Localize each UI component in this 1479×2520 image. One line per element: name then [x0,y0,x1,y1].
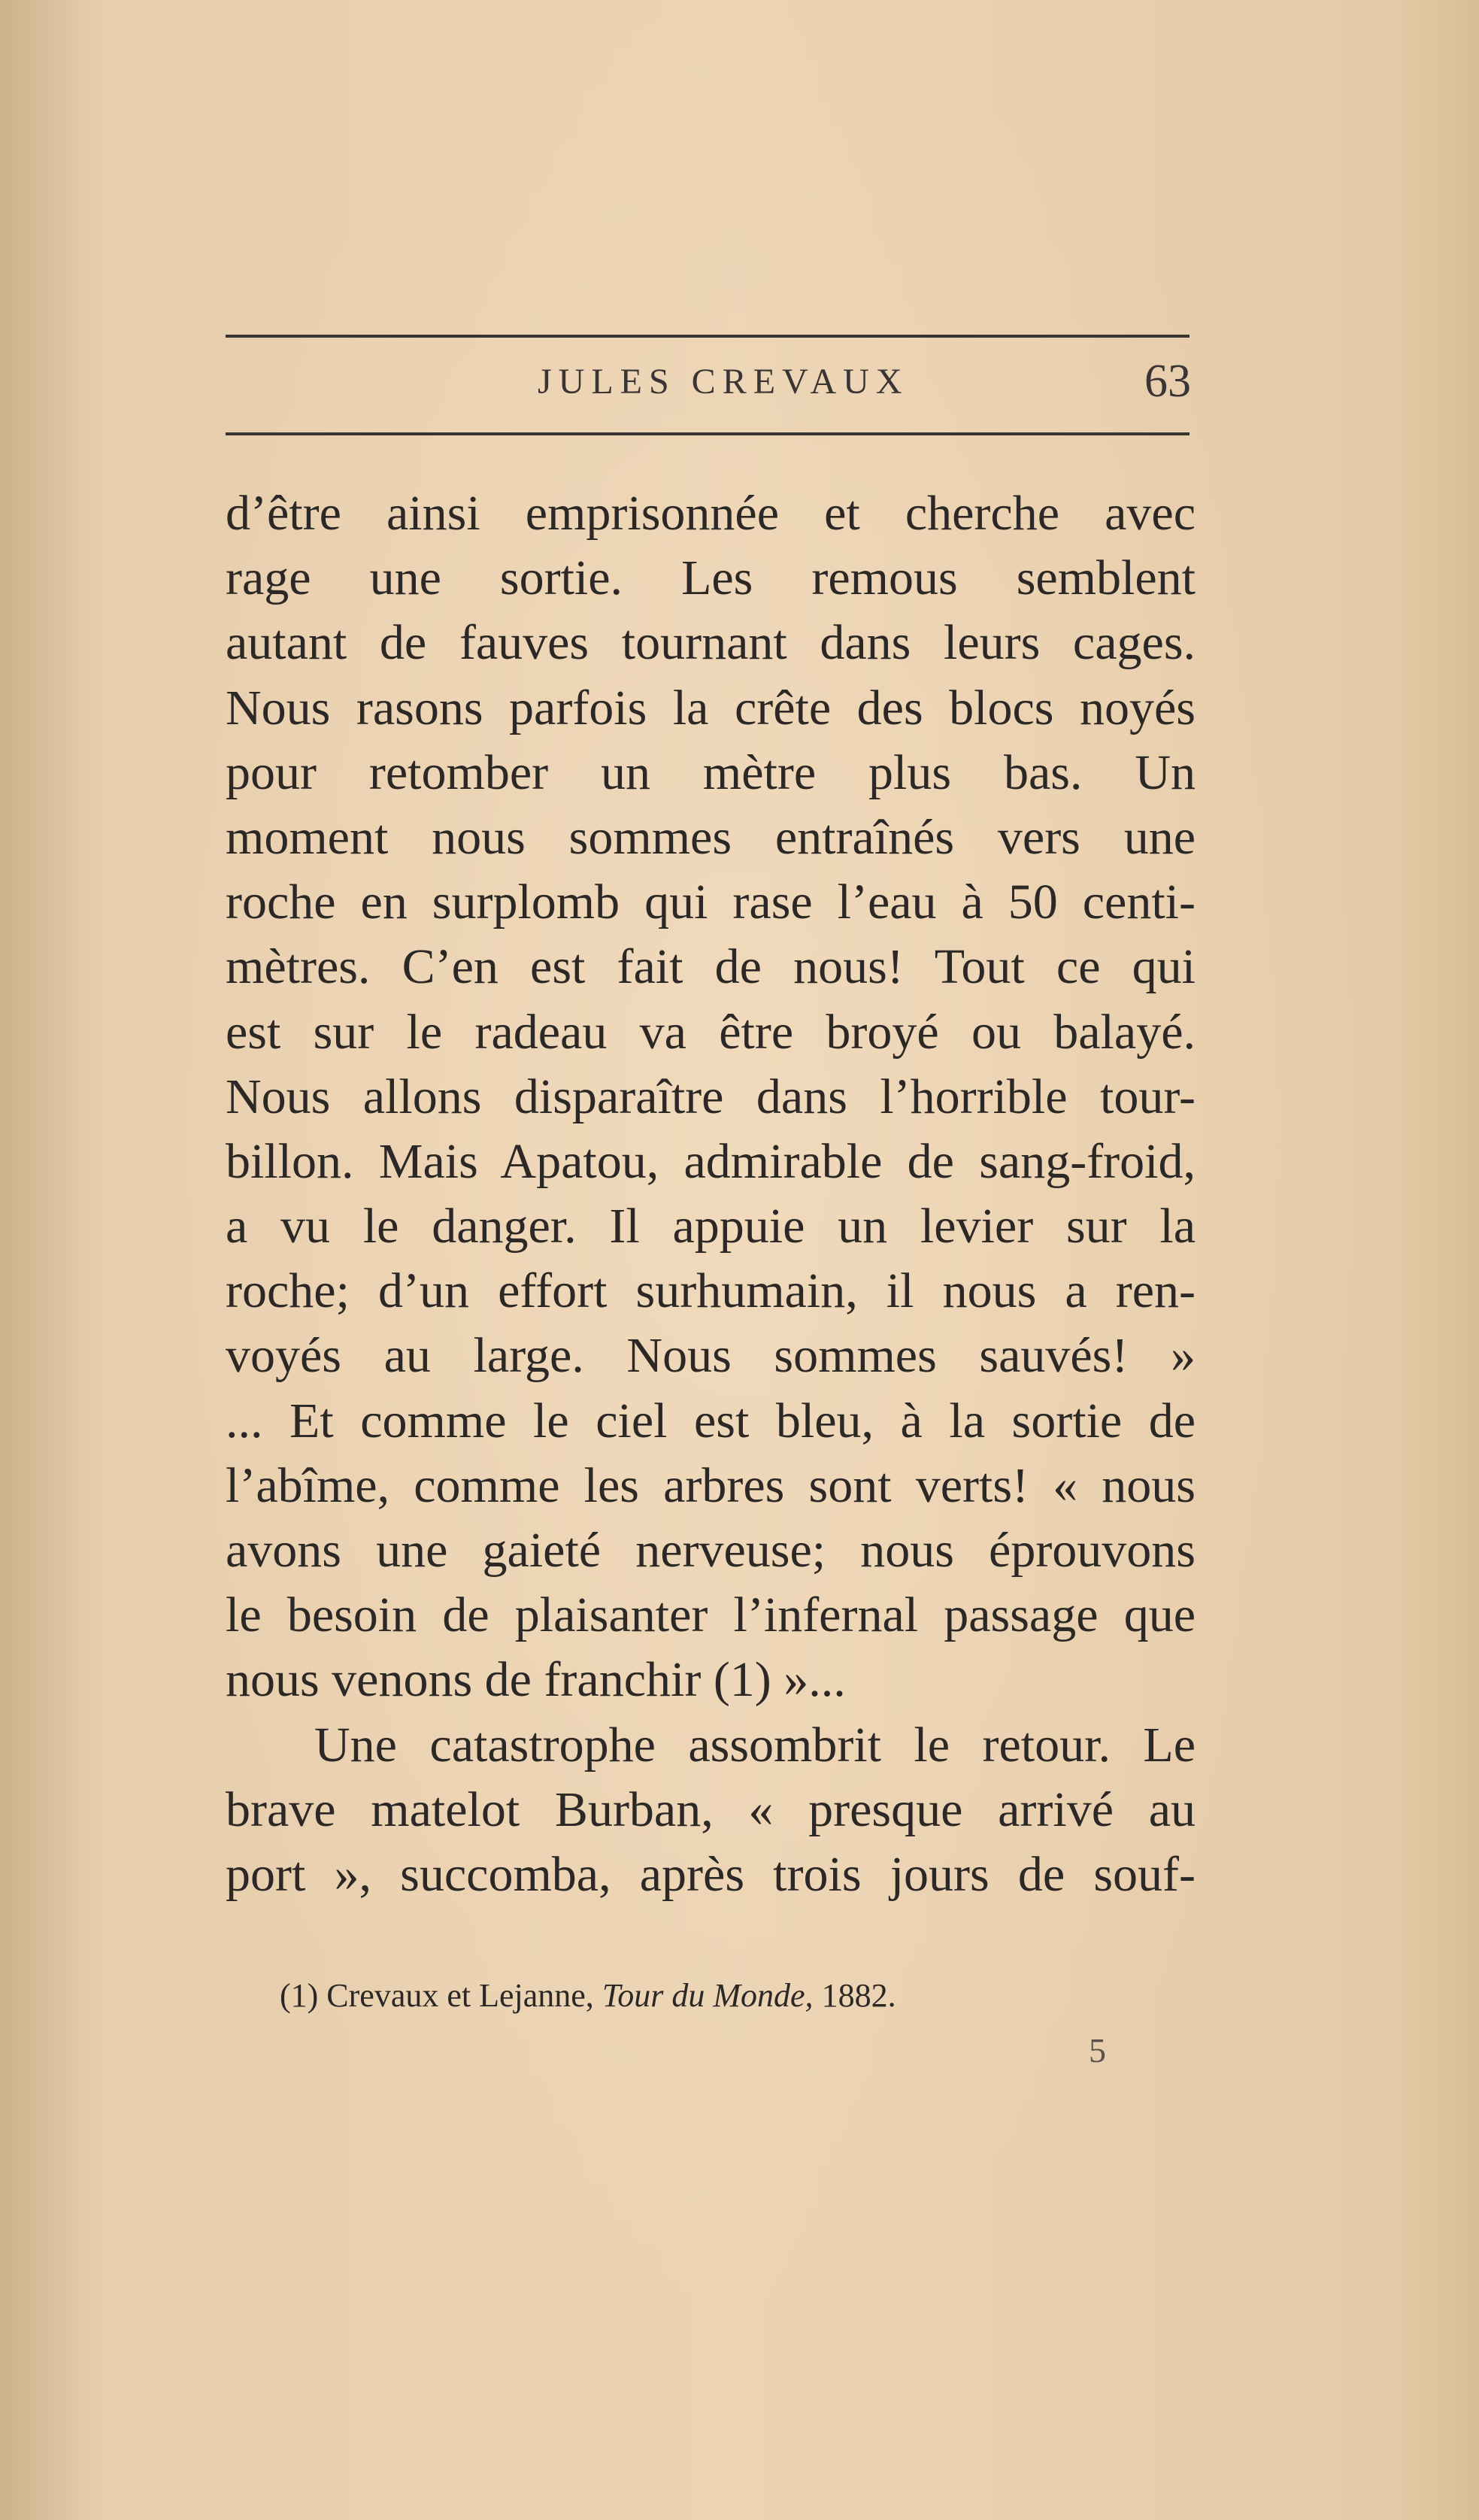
header-rule-bottom [226,432,1190,435]
text-line: nous venons de franchir (1) »... [226,1652,846,1708]
footnote-prefix: (1) Crevaux et Lejanne, [280,1977,594,2014]
body-text [226,481,1196,1907]
signature-mark: 5 [1089,2031,1106,2070]
text-line: billon. Mais Apatou, admirable de sang-froid, [226,1133,1196,1189]
page-number: 63 [1144,356,1191,407]
text-line: le besoin de plaisanter l’infernal passage que [226,1588,1196,1643]
text-line: a vu le danger. Il appuie un levier sur la [226,1199,1196,1254]
text-line: d’être ainsi emprisonnée et cherche avec [226,486,1196,541]
text-line: pour retomber un mètre plus bas. Un [226,744,1196,800]
footnote [280,1976,896,2015]
text-line: avons une gaieté nerveuse; nous éprouvons [226,1523,1196,1578]
paragraph-start-line: Une catastrophe assombrit le retour. Le [314,1717,1196,1772]
text-line: est sur le radeau va être broyé ou balayé. [226,1004,1196,1060]
text-line: autant de fauves tournant dans leurs cages. [226,615,1196,671]
footnote-work-title: Tour du Monde, [602,1977,814,2014]
text-line: mètres. C’en est fait de nous! Tout ce qui [226,939,1196,995]
text-line: port », succomba, après trois jours de souf- [226,1846,1196,1902]
running-head: JULES CREVAUX [538,362,909,402]
text-line: Nous allons disparaître dans l’horrible tour- [226,1069,1196,1124]
text-line: moment nous sommes entraînés vers une [226,809,1196,865]
header-rule-top [226,335,1190,338]
footnote-year: 1882. [821,1977,896,2014]
text-line: ... Et comme le ciel est bleu, à la sortie de [226,1393,1196,1448]
text-line: Nous rasons parfois la crête des blocs noyés [226,680,1196,735]
page-edge-stain [0,0,105,2520]
text-line: l’abîme, comme les arbres sont verts! « nous [226,1457,1196,1513]
text-line: brave matelot Burban, « presque arrivé au [226,1782,1196,1837]
text-line: roche; d’un effort surhumain, il nous a ren- [226,1263,1196,1319]
text-line: roche en surplomb qui rase l’eau à 50 centi- [226,875,1196,930]
text-line: voyés au large. Nous sommes sauvés! » [226,1328,1196,1384]
text-line: rage une sortie. Les remous semblent [226,550,1196,606]
